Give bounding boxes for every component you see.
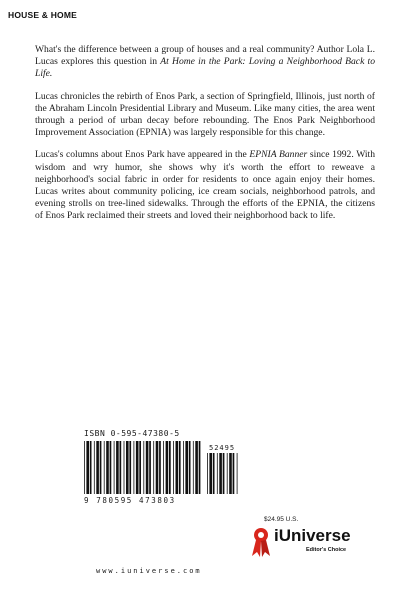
barcode-bar [233, 453, 235, 494]
barcode-addon-number: 52495 [209, 444, 236, 452]
category-label: HOUSE & HOME [8, 10, 77, 20]
barcode-bar [219, 453, 222, 494]
barcode-bar [183, 441, 184, 494]
barcode-bar [96, 441, 99, 494]
barcode-bar [156, 441, 159, 494]
paragraph-2: Lucas chronicles the rebirth of Enos Park, a section of Springfield, Illinois, just north of the Abraham Lincoln Presidential Library and Museum. Like many cities, the area went through a period of urban decay before rebounding. The Enos Park Neighborhood Improvement Association (EPNIA) was largely responsible for this change. [35, 90, 375, 139]
barcode-bar [94, 441, 95, 494]
barcode-bar [223, 453, 225, 494]
barcode-bar [136, 441, 139, 494]
barcode-bar [110, 441, 112, 494]
publisher-logo [248, 526, 378, 560]
barcode-bar [217, 453, 218, 494]
barcode-bar [124, 441, 125, 494]
barcode-bar [90, 441, 92, 494]
barcode-bar [146, 441, 149, 494]
barcode-bar [126, 441, 129, 494]
barcode-bar [143, 441, 144, 494]
barcode-bar [114, 441, 115, 494]
barcode-bar [86, 441, 89, 494]
barcode-bar [163, 441, 164, 494]
price: $24.95 U.S. [264, 516, 299, 523]
barcode-bar [153, 441, 154, 494]
publication-title: EPNIA Banner [249, 149, 308, 161]
website: www.iuniverse.com [96, 567, 202, 575]
barcode-bar [134, 441, 135, 494]
barcode-bar [207, 453, 208, 494]
barcode-bar [213, 453, 215, 494]
barcode-bar [185, 441, 188, 494]
barcode-bar [195, 441, 198, 494]
paragraph-1: What's the difference between a group of houses and a real community? Author Lola L. Lucas explores this question in At Home in the Park: Loving a Neighborhood Back to Life. [35, 44, 375, 80]
barcode-bar [116, 441, 119, 494]
barcode-bar [84, 441, 85, 494]
barcode-bar [159, 441, 161, 494]
barcode-bar [193, 441, 194, 494]
barcode-bar [209, 453, 212, 494]
description [35, 44, 375, 233]
barcode-bar [227, 453, 228, 494]
barcode-bar [179, 441, 181, 494]
barcode [84, 441, 202, 494]
isbn-digits: 9 780595 473803 [84, 496, 176, 505]
barcode-bar [149, 441, 151, 494]
book-title: At Home in the Park: Loving a Neighborhood Back to Life. [35, 56, 375, 80]
barcode-bar [237, 453, 238, 494]
paragraph-3: Lucas's columns about Enos Park have appeared in the EPNIA Banner since 1992. With wisdom and wry humor, she shows why it's worth the effort to reweave a neighborhood's social fabric in order for residents to once again enjoy their homes. Lucas writes about community policing, ice cream socials, neighborhood patrols, and evening strolls on tree-lined sidewalks. Through the efforts of the EPNIA, the citizens of Enos Park reclaimed their streets and loved their neighborhood back to life. [35, 149, 375, 222]
barcode-bar [139, 441, 141, 494]
barcode-bar [229, 453, 232, 494]
barcode-bar [169, 441, 171, 494]
barcode-addon [207, 453, 241, 494]
barcode-bar [120, 441, 122, 494]
publisher-name: iUniverse [274, 526, 351, 545]
barcode-bar [173, 441, 174, 494]
ribbon-icon [248, 526, 274, 558]
publisher-tagline: Editor's Choice [306, 547, 347, 553]
barcode-bar [129, 441, 131, 494]
isbn-label: ISBN 0-595-47380-5 [84, 429, 180, 438]
barcode-bar [199, 441, 201, 494]
barcode-bar [104, 441, 105, 494]
barcode-bar [106, 441, 109, 494]
barcode-bar [189, 441, 191, 494]
barcode-bar [100, 441, 102, 494]
barcode-bar [176, 441, 179, 494]
barcode-bar [166, 441, 169, 494]
